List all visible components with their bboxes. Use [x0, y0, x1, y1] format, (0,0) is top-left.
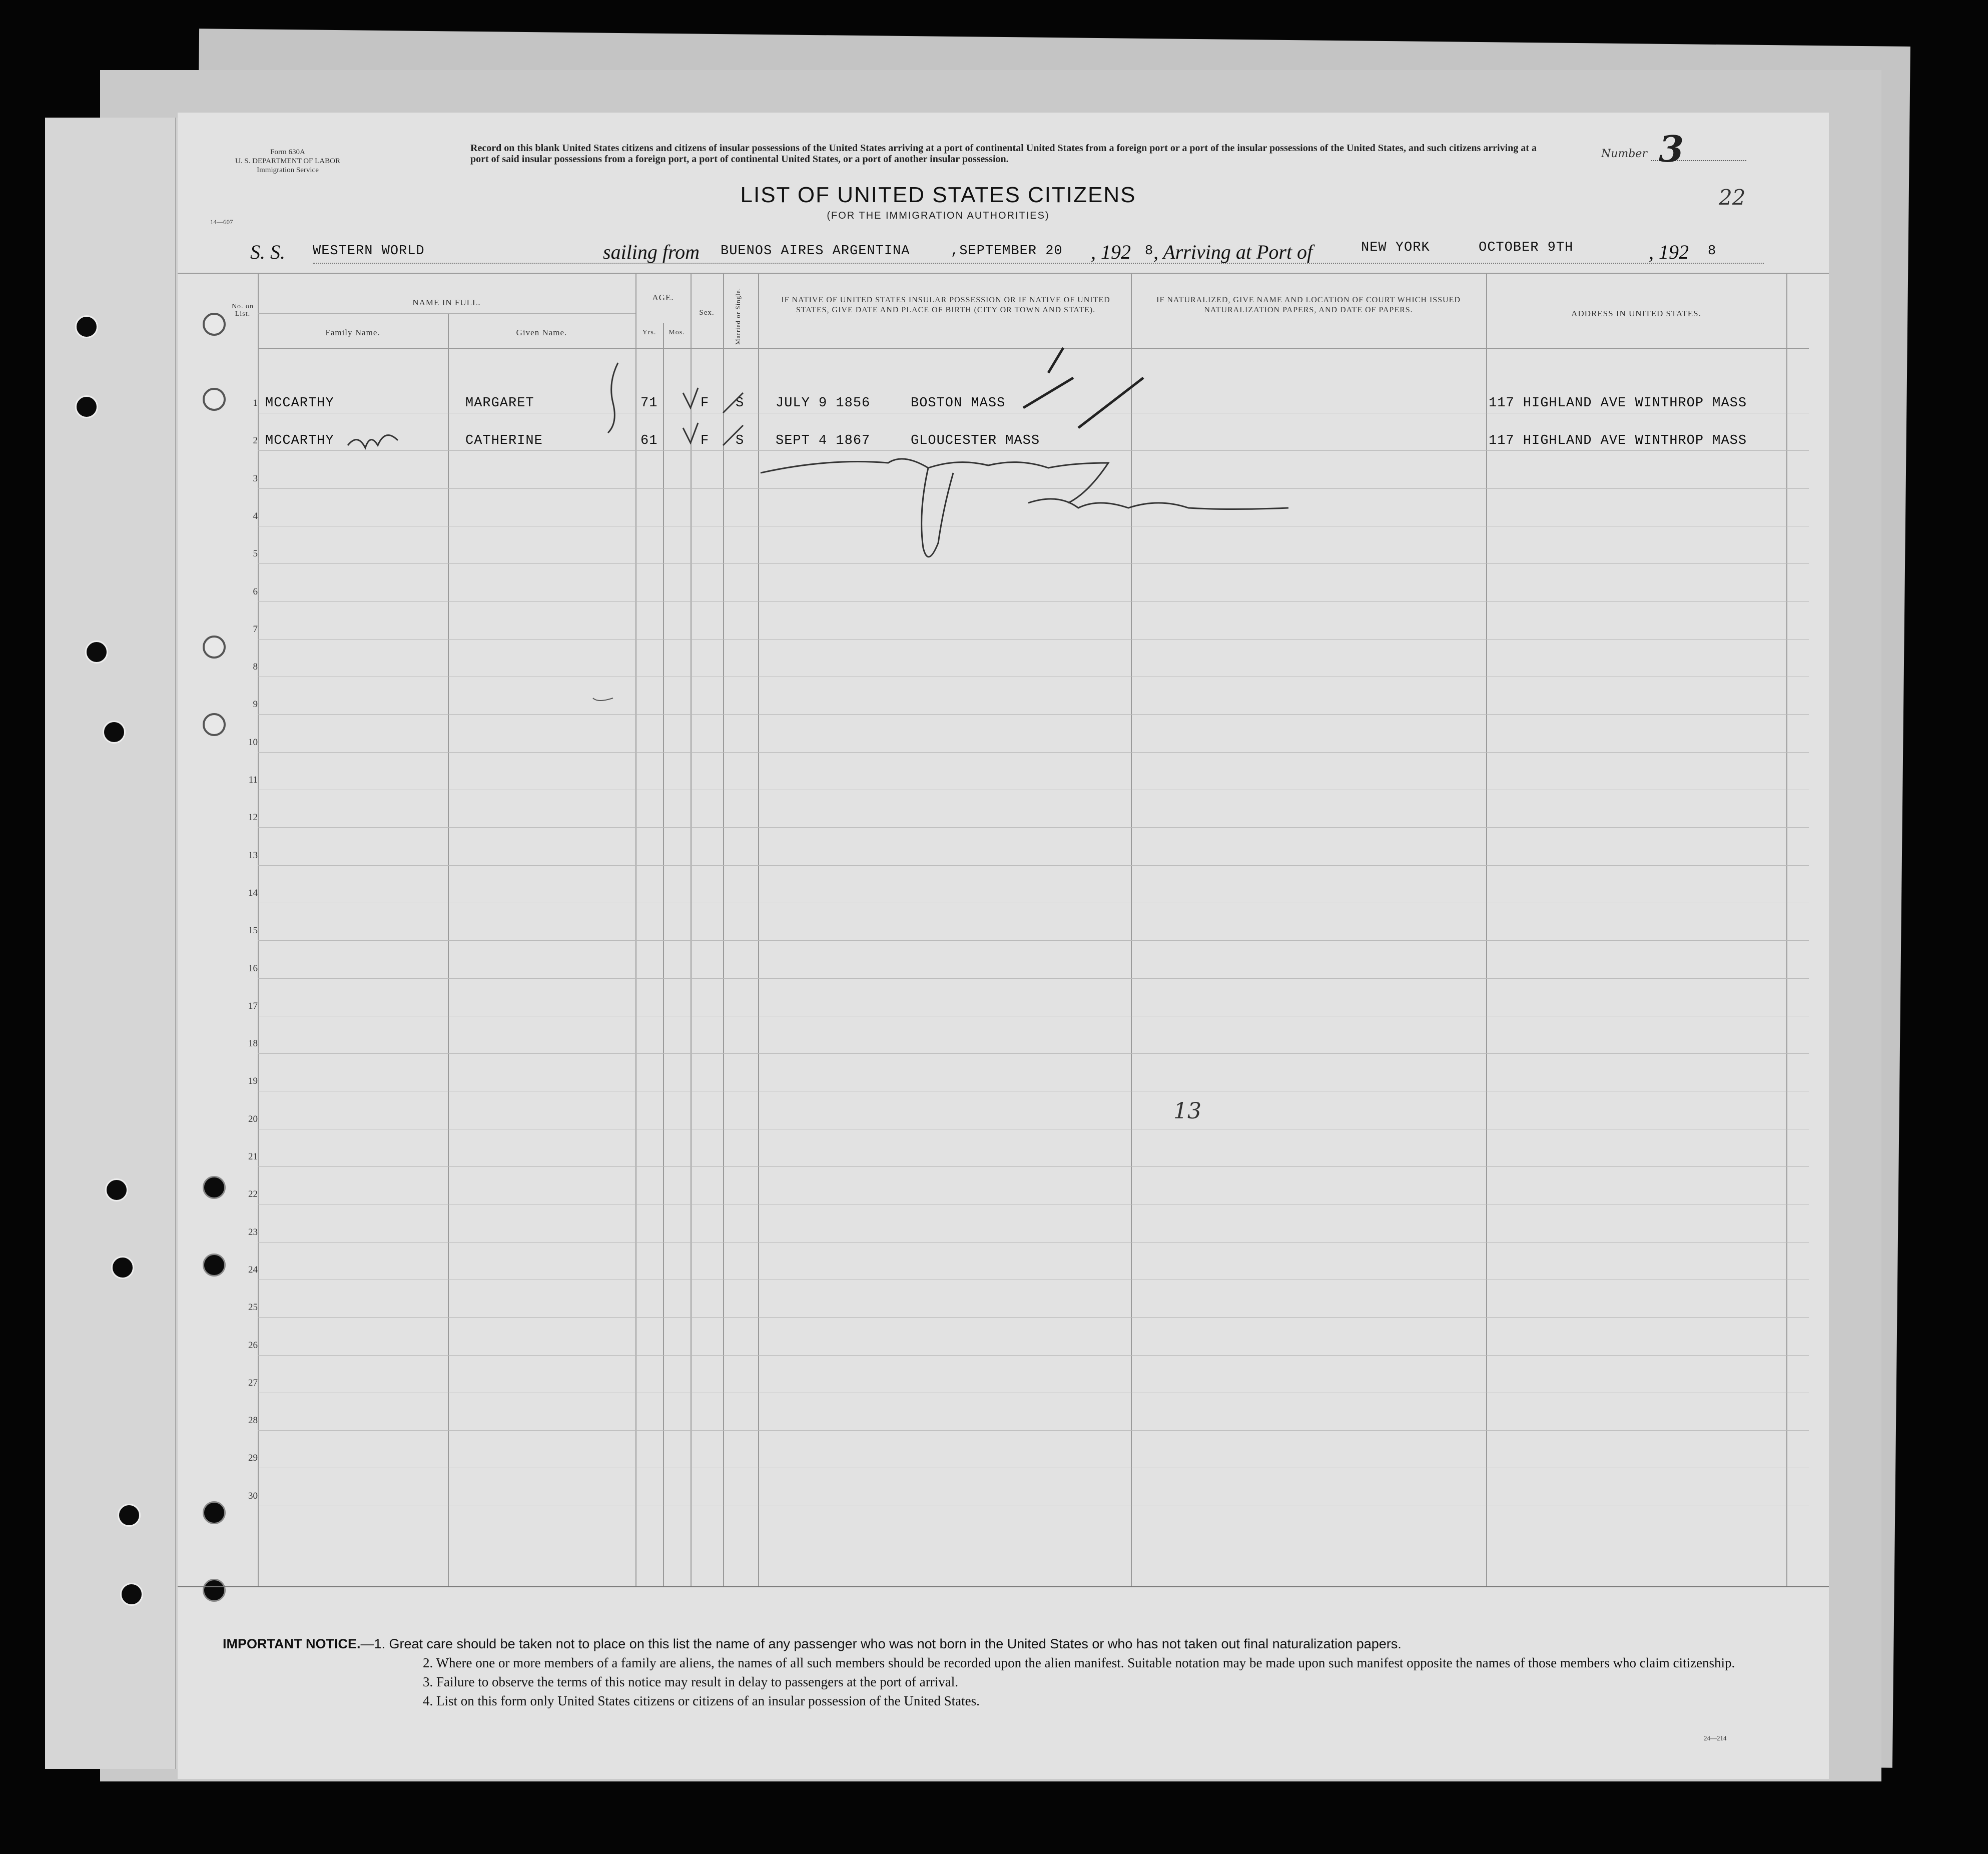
important-notice: [223, 1636, 1799, 1708]
arrival-year-digit: 8: [1708, 244, 1717, 259]
row-number: 27: [248, 1378, 258, 1388]
ss-label: S. S.: [250, 241, 285, 263]
notice-item-3: 3. Failure to observe the terms of this notice may result in delay to passengers at the port of arrival.: [423, 1674, 958, 1689]
birth-date-cell: SEPT 4 1867: [776, 433, 871, 448]
row-number: 30: [248, 1491, 258, 1501]
birth-place-cell: BOSTON MASS: [911, 396, 1006, 411]
address-cell: 117 HIGHLAND AVE WINTHROP MASS: [1489, 433, 1747, 448]
department-name: U. S. DEPARTMENT OF LABOR: [235, 157, 340, 165]
instruction-text: Record on this blank United States citizens and citizens of insular possessions of the United States arriving at a port of continental United States from a foreign port or a port of the insular possessions of the United States, and such citizens arriving at a port of said insular possessions from a foreign port, a port of continental United States, or a port of another insular possession.: [470, 143, 1537, 165]
check-mark: [683, 423, 698, 443]
departure-year-digit: 8: [1145, 244, 1154, 259]
address-cell: 117 HIGHLAND AVE WINTHROP MASS: [1489, 396, 1747, 411]
print-code: 14—607: [210, 218, 233, 226]
inspector-signature: [1028, 499, 1288, 509]
form-subtitle: (FOR THE IMMIGRATION AUTHORITIES): [827, 210, 1050, 221]
sailing-label: sailing from: [603, 241, 700, 263]
arrival-port: NEW YORK: [1361, 240, 1430, 255]
row-number: 19: [248, 1076, 258, 1086]
row-number: 29: [248, 1453, 258, 1463]
table-bottom-rule: [178, 1586, 1829, 1587]
punch-hole: [203, 1579, 226, 1602]
marital-cell: S: [736, 396, 745, 411]
family-name-cell: MCCARTHY: [265, 433, 334, 448]
row-number: 2: [253, 435, 258, 446]
notice-text: —1. Great care should be taken not to place on this list the name of any passenger who was not born in the United States or who has not taken out final naturalization papers.: [360, 1636, 1402, 1651]
handwritten-marks: [178, 113, 1829, 713]
row-number: 13: [248, 850, 258, 861]
punch-hole: [85, 641, 108, 664]
punch-hole: [105, 1178, 128, 1201]
row-number: 5: [253, 548, 258, 559]
row-rule: [258, 714, 1809, 715]
check-mark: [1048, 348, 1063, 373]
row-number: 26: [248, 1340, 258, 1351]
row-number: 3: [253, 473, 258, 484]
row-rule: [258, 1317, 1809, 1318]
col-no: No. on List.: [231, 303, 254, 318]
row-number: 12: [248, 812, 258, 823]
col-married: Married or Single.: [734, 288, 742, 345]
footer-code: 24—214: [1704, 1734, 1727, 1742]
col-naturalized: IF NATURALIZED, GIVE NAME AND LOCATION OF COURT WHICH ISSUED NATURALIZATION PAPERS, AND DATE OF PAPERS.: [1156, 296, 1461, 314]
given-name-cell: CATHERINE: [465, 433, 543, 448]
col-birth: IF NATIVE OF UNITED STATES INSULAR POSSESSION OR IF NATIVE OF UNITED STATES, GIVE DATE AND PLACE OF BIRTH (CITY OR TOWN AND STATE).: [781, 296, 1110, 314]
row-number: 16: [248, 963, 258, 974]
punch-hole: [75, 315, 98, 338]
check-mark: [1023, 378, 1073, 408]
row-rule: [258, 940, 1809, 941]
punch-hole: [118, 1504, 141, 1527]
citizen-list-form: [178, 113, 1829, 1779]
row-number: 15: [248, 925, 258, 936]
departure-port: BUENOS AIRES ARGENTINA: [721, 244, 910, 259]
row-number: 25: [248, 1302, 258, 1313]
row-rule: [258, 865, 1809, 866]
row-number: 6: [253, 586, 258, 597]
age-cell: 71: [640, 396, 658, 411]
punch-hole: [75, 395, 98, 418]
col-mos: Mos.: [669, 329, 685, 336]
row-rule: [258, 978, 1809, 979]
initials-mark: [348, 435, 398, 448]
departure-year-prefix: , 192: [1091, 241, 1131, 263]
row-number: 28: [248, 1415, 258, 1426]
col-sex: Sex.: [699, 309, 715, 317]
pencil-mark: [593, 698, 613, 701]
punch-hole: [120, 1583, 143, 1606]
punch-hole: [203, 1501, 226, 1524]
given-name-cell: MARGARET: [465, 396, 534, 411]
col-age: AGE.: [652, 293, 674, 302]
ring-hole: [203, 713, 226, 736]
row-number: 22: [248, 1189, 258, 1199]
check-mark: [683, 388, 698, 408]
arrival-year-prefix: , 192: [1649, 241, 1689, 263]
check-mark: [1078, 378, 1143, 428]
sex-cell: F: [701, 396, 710, 411]
sex-cell: F: [701, 433, 710, 448]
punch-hole: [111, 1256, 134, 1279]
row-rule: [258, 827, 1809, 828]
row-number: 9: [253, 699, 258, 710]
col-yrs: Yrs.: [642, 329, 656, 336]
row-number: 18: [248, 1038, 258, 1049]
arrival-date: OCTOBER 9TH: [1479, 240, 1574, 255]
row-number: 4: [253, 511, 258, 521]
row-number: 23: [248, 1227, 258, 1238]
birth-place-cell: GLOUCESTER MASS: [911, 433, 1040, 448]
col-name-in-full: NAME IN FULL.: [412, 298, 481, 307]
row-rule: [258, 1430, 1809, 1431]
punch-hole: [103, 721, 126, 744]
number-value: 3: [1659, 128, 1684, 170]
row-number: 1: [253, 398, 258, 408]
birth-date-cell: JULY 9 1856: [776, 396, 871, 411]
row-rule: [258, 1242, 1809, 1243]
arriving-label: , Arriving at Port of: [1153, 241, 1313, 263]
row-number: 11: [248, 775, 258, 785]
row-rule: [258, 1053, 1809, 1054]
form-title: LIST OF UNITED STATES CITIZENS: [740, 183, 1136, 207]
service-name: Immigration Service: [257, 166, 319, 174]
notice-item-2: 2. Where one or more members of a family are aliens, the names of all such members should be recorded upon the alien manifest. Suitable notation may be made upon such manifest opposite the names of those members who claim citizenship.: [423, 1655, 1735, 1670]
slash-mark: [723, 393, 743, 413]
col-address: ADDRESS IN UNITED STATES.: [1571, 309, 1701, 318]
slash-mark: [723, 425, 743, 445]
departure-date: ,SEPTEMBER 20: [951, 244, 1063, 259]
page-number: 22: [1719, 185, 1746, 210]
notice-item-4: 4. List on this form only United States citizens or citizens of an insular possession of the United States.: [423, 1693, 980, 1708]
binding-strip: [45, 118, 176, 1769]
age-cell: 61: [640, 433, 658, 448]
page-mark: 13: [1173, 1098, 1201, 1124]
notice-heading: IMPORTANT NOTICE.: [223, 1636, 361, 1651]
number-label: Number: [1601, 148, 1647, 160]
inspector-signature: [761, 459, 1108, 557]
row-number: 7: [253, 624, 258, 635]
family-name-cell: MCCARTHY: [265, 396, 334, 411]
row-number: 20: [248, 1114, 258, 1124]
form-number: Form 630A: [270, 148, 305, 156]
row-rule: [258, 752, 1809, 753]
row-rule: [258, 1355, 1809, 1356]
col-given-name: Given Name.: [516, 328, 567, 337]
row-number: 17: [248, 1001, 258, 1011]
row-number: 21: [248, 1151, 258, 1162]
ship-name: WESTERN WORLD: [313, 244, 425, 259]
notice-item-1: [223, 1636, 1799, 1651]
marital-cell: S: [736, 433, 745, 448]
row-number: 8: [253, 662, 258, 672]
row-number: 10: [248, 737, 258, 748]
col-family-name: Family Name.: [325, 328, 380, 337]
row-rule: [258, 1166, 1809, 1167]
brace-mark: [608, 363, 618, 433]
row-number: 24: [248, 1265, 258, 1275]
row-number: 14: [248, 888, 258, 898]
